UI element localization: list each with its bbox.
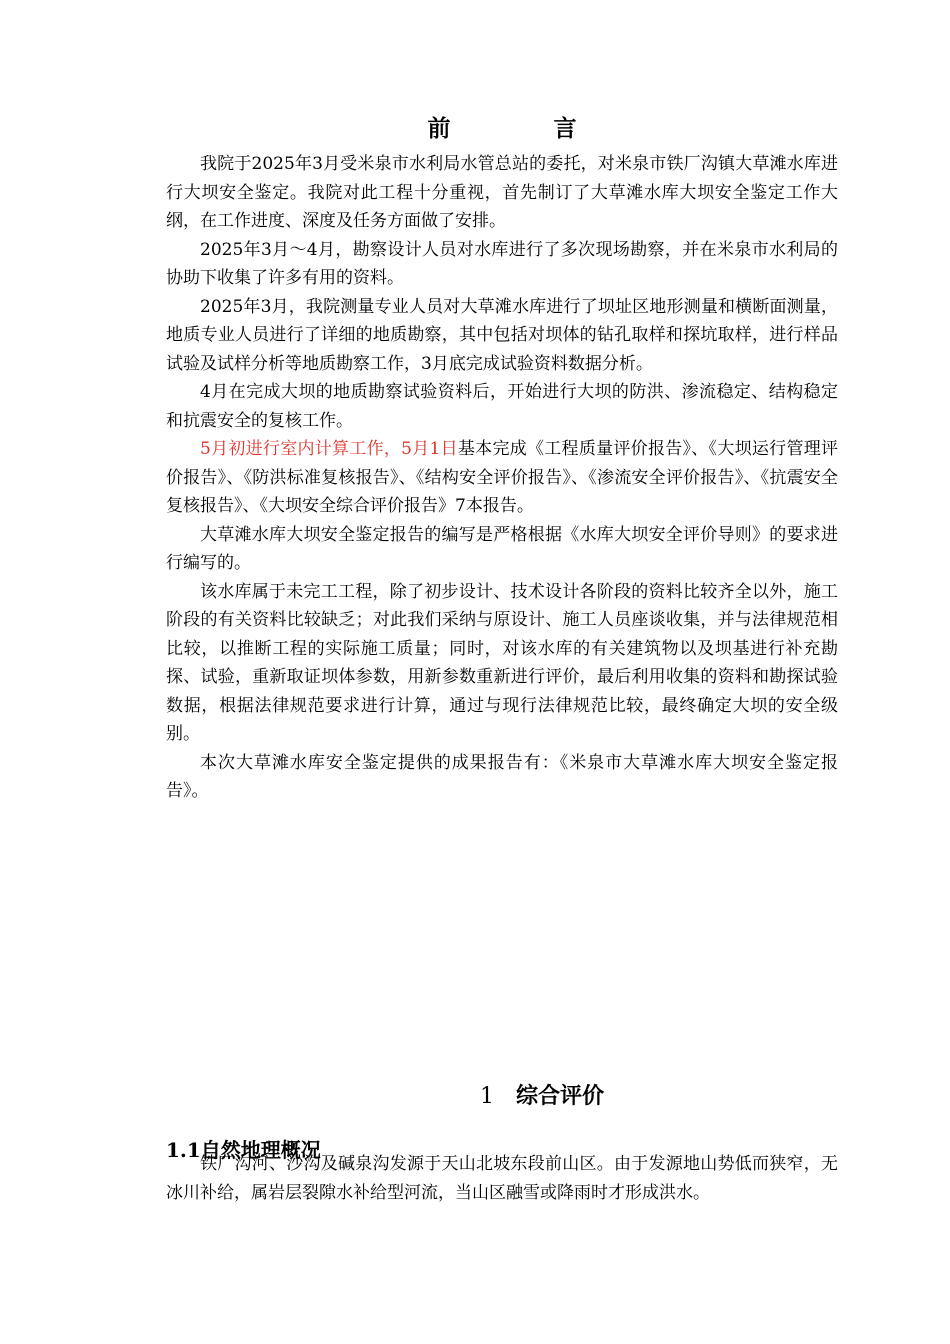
chapter-title [166, 1080, 838, 1112]
preface-paragraph-5-rest: 基本完成《工程质量评价报告》、《大坝运行管理评价报告》、《防洪标准复核报告》、《结构安全评价报告》、《渗流安全评价报告》、《抗震安全复核报告》、《大坝安全综合评价报告》7本报告。 [166, 439, 838, 516]
preface-paragraph-3: 2025年3月，我院测量专业人员对大草滩水库进行了坝址区地形测量和横断面测量，地质专业人员进行了详细的地质勘察，其中包括对坝体的钻孔取样和探坑取样，进行样品试验及试样分析等地质勘察工作，3月底完成试验资料数据分析。 [166, 296, 838, 374]
document-page [166, 112, 838, 1203]
preface-paragraph-8: 本次大草滩水库安全鉴定提供的成果报告有：《米泉市大草滩水库大坝安全鉴定报告》。 [166, 752, 838, 801]
preface-paragraph-4: 4月在完成大坝的地质勘察试验资料后，开始进行大坝的防洪、渗流稳定、结构稳定和抗震安全的复核工作。 [166, 382, 838, 431]
preface-paragraph-6: 大草滩水库大坝安全鉴定报告的编写是严格根据《水库大坝安全评价导则》的要求进行编写的。 [166, 524, 838, 573]
section-body [166, 1150, 838, 1207]
highlighted-text: 5月初进行室内计算工作，5月1日 [200, 439, 458, 459]
preface-paragraph-5 [166, 435, 838, 521]
preface-title: 前 言 [427, 115, 617, 142]
chapter-title-text: 综合评价 [515, 1083, 604, 1110]
preface-paragraph-1: 我院于2025年3月受米泉市水利局水管总站的委托，对米泉市铁厂沟镇大草滩水库进行大坝安全鉴定。我院对此工程十分重视，首先制订了大草滩水库大坝安全鉴定工作大纲，在工作进度、深度及任务方面做了安排。 [166, 154, 838, 231]
preface-paragraph-7: 该水库属于未完工工程，除了初步设计、技术设计各阶段的资料比较齐全以外，施工阶段的有关资料比较缺乏；对此我们采纳与原设计、施工人员座谈收集，并与法律规范相比较，以推断工程的实际施工质量；同时，对该水库的有关建筑物以及坝基进行补充勘探、试验，重新取证坝体参数，用新参数重新进行评价，最后利用收集的资料和勘探试验数据，根据法律规范要求进行计算，通过与现行法律规范比较，最终确定大坝的安全级别。 [166, 581, 838, 744]
section-paragraph: 铁厂沟河、沙沟及碱泉沟发源于天山北坡东段前山区。由于发源地山势低而狭窄，无冰川补给，属岩层裂隙水补给型河流，当山区融雪或降雨时才形成洪水。 [166, 1154, 838, 1203]
preface-paragraph-2: 2025年3月～4月，勘察设计人员对水库进行了多次现场勘察，并在米泉市水利局的协助下收集了许多有用的资料。 [166, 239, 838, 288]
section-title: 1.1自然地理概况 [166, 1138, 321, 1162]
chapter-number: 1 [479, 1084, 494, 1110]
